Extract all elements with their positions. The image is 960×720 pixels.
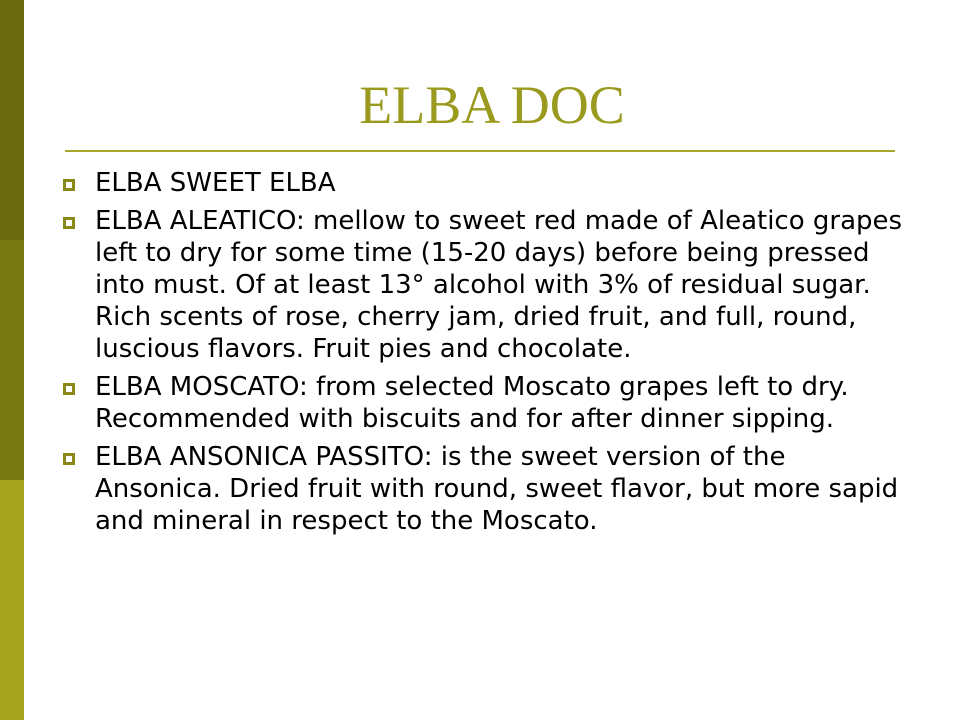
bullet-item	[63, 167, 903, 199]
square-bullet-icon	[63, 453, 75, 465]
side-accent-bar	[0, 0, 24, 720]
bullet-text: ELBA MOSCATO: from selected Moscato grapes left to dry. Recommended with biscuits and for after dinner sipping.	[95, 372, 849, 434]
bullet-item	[63, 205, 903, 365]
bullet-text: ELBA ANSONICA PASSITO: is the sweet version of the Ansonica. Dried fruit with round, sweet flavor, but more sapid and mineral in respect to the Moscato.	[95, 442, 899, 536]
side-bar-top-segment	[0, 0, 24, 240]
square-bullet-icon	[63, 217, 75, 229]
bullet-list	[63, 167, 903, 543]
bullet-item	[63, 441, 903, 537]
square-bullet-icon	[63, 383, 75, 395]
bullet-text: ELBA ALEATICO: mellow to sweet red made of Aleatico grapes left to dry for some time (15-20 days) before being pressed into must. Of at least 13° alcohol with 3% of residual sugar. Rich scents of rose, cherry jam, dried fruit, and full, round, luscious flavors. Fruit pies and chocolate.	[95, 206, 903, 364]
side-bar-middle-segment	[0, 240, 24, 480]
side-bar-bottom-segment	[0, 480, 24, 720]
bullet-text: ELBA SWEET ELBA	[95, 168, 336, 198]
bullet-item	[63, 371, 903, 435]
slide-title: ELBA DOC	[359, 75, 625, 135]
title-underline	[65, 150, 895, 152]
square-bullet-icon	[63, 179, 75, 191]
